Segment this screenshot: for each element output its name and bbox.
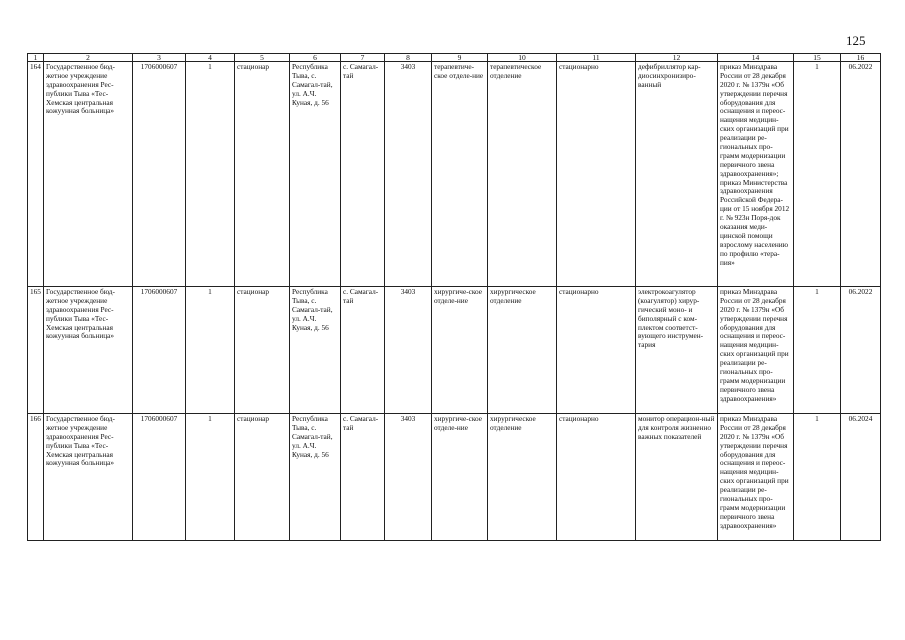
organization-name: Государственное бюд-жетное учреждение здравоохранения Рес-публики Тыва «Тес-Хемская центральная кожуунная больница» [44, 287, 133, 414]
equipment: дефибриллятор кар-диосинхронизиро-ванный [636, 62, 718, 287]
column-4-value: 1 [186, 62, 235, 287]
legal-basis: приказ Минздрава России от 28 декабря 2020 г. № 1379н «Об утверждении перечня оборудования для оснащения и переос-нащения медицин-ских организаций при реализации ре-гиональных про-грамм модернизации первичного звена здравоохранения» [718, 414, 794, 541]
department: хирургиче-ское отделе-ние [432, 287, 488, 414]
quantity: 1 [794, 62, 841, 287]
facility-type: стационар [235, 287, 290, 414]
column-4-value: 1 [186, 414, 235, 541]
code: 3403 [385, 414, 432, 541]
column-header: 12 [636, 54, 718, 62]
locality: с. Самагал-тай [341, 287, 385, 414]
code: 3403 [385, 62, 432, 287]
column-number-row [28, 54, 881, 62]
quantity: 1 [794, 287, 841, 414]
column-header: 6 [290, 54, 341, 62]
address: Республика Тыва, с. Самагал-тай, ул. А.Ч. Куная, д. 56 [290, 62, 341, 287]
code: 3403 [385, 287, 432, 414]
inn: 1706000607 [133, 414, 186, 541]
facility-type: стационар [235, 414, 290, 541]
address: Республика Тыва, с. Самагал-тай, ул. А.Ч. Куная, д. 56 [290, 287, 341, 414]
column-header: 7 [341, 54, 385, 62]
column-header: 3 [133, 54, 186, 62]
date: 06.2022 [841, 287, 881, 414]
row-number: 165 [28, 287, 44, 414]
care-condition: стационарно [557, 414, 636, 541]
column-header: 15 [794, 54, 841, 62]
department-full: терапевтическое отделение [488, 62, 557, 287]
column-4-value: 1 [186, 287, 235, 414]
date: 06.2022 [841, 62, 881, 287]
column-header: 4 [186, 54, 235, 62]
row-number: 166 [28, 414, 44, 541]
legal-basis: приказ Минздрава России от 28 декабря 2020 г. № 1379н «Об утверждении перечня оборудования для оснащения и переос-нащения медицин-ских организаций при реализации ре-гиональных про-грамм модернизации первичного звена здравоохранения»; приказ Министерства здравоохранения Российской Федера-ции от 15 ноября 2012 г. № 923н Поря-док оказания меди-цинской помощи взрослому населению по профилю «тера-пия» [718, 62, 794, 287]
registry-table [27, 53, 881, 541]
column-header: 14 [718, 54, 794, 62]
legal-basis: приказ Минздрава России от 28 декабря 2020 г. № 1379н «Об утверждении перечня оборудования для оснащения и переос-нащения медицин-ских организаций при реализации ре-гиональных про-грамм модернизации первичного звена здравоохранения» [718, 287, 794, 414]
column-header: 10 [488, 54, 557, 62]
column-header: 5 [235, 54, 290, 62]
column-header: 16 [841, 54, 881, 62]
organization-name: Государственное бюд-жетное учреждение здравоохранения Рес-публики Тыва «Тес-Хемская центральная кожуунная больница» [44, 414, 133, 541]
facility-type: стационар [235, 62, 290, 287]
department-full: хирургическое отделение [488, 414, 557, 541]
inn: 1706000607 [133, 62, 186, 287]
equipment: электрокоагулятор (коагулятор) хирур-гический моно- и биполярный с ком-плектом соответст-вующего инструмен-тария [636, 287, 718, 414]
inn: 1706000607 [133, 287, 186, 414]
column-header: 8 [385, 54, 432, 62]
locality: с. Самагал-тай [341, 62, 385, 287]
department-full: хирургическое отделение [488, 287, 557, 414]
column-header: 1 [28, 54, 44, 62]
equipment: монитор операцион-ный для контроля жизненно важных показателей [636, 414, 718, 541]
date: 06.2024 [841, 414, 881, 541]
table-row [28, 62, 881, 287]
locality: с. Самагал-тай [341, 414, 385, 541]
address: Республика Тыва, с. Самагал-тай, ул. А.Ч. Куная, д. 56 [290, 414, 341, 541]
column-header: 11 [557, 54, 636, 62]
department: хирургиче-ское отделе-ние [432, 414, 488, 541]
row-number: 164 [28, 62, 44, 287]
organization-name: Государственное бюд-жетное учреждение здравоохранения Рес-публики Тыва «Тес-Хемская центральная кожуунная больница» [44, 62, 133, 287]
quantity: 1 [794, 414, 841, 541]
care-condition: стационарно [557, 62, 636, 287]
table-row [28, 287, 881, 414]
care-condition: стационарно [557, 287, 636, 414]
page-number: 125 [846, 33, 866, 48]
column-header: 9 [432, 54, 488, 62]
department: терапевтиче-ское отделе-ние [432, 62, 488, 287]
column-header: 2 [44, 54, 133, 62]
table-row [28, 414, 881, 541]
